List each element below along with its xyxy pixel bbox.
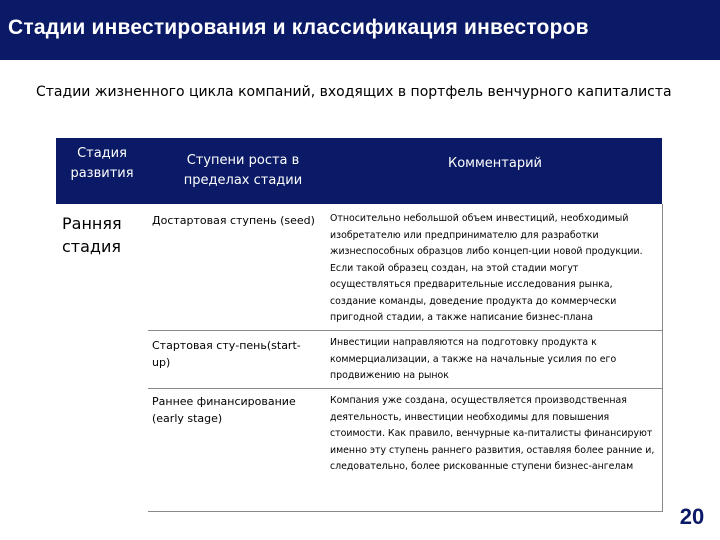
row-divider	[148, 511, 662, 512]
table-row-comment: Относительно небольшой объем инвестиций, необходимый изобретателю или предпринимателю для разработки жизнеспособных образцов либо концеп-ции новой продукции. Если такой образец создан, на этой стадии могут осуществляться предварительные исследования рынка, создание команды, доведение продукта до коммерчески пригодной стадии, а также написание бизнес-плана	[330, 213, 643, 323]
column-header-steps: Ступени роста в пределах стадии	[183, 153, 303, 188]
row-divider	[148, 388, 662, 389]
column-header-comment: Комментарий	[448, 156, 542, 171]
table-right-border	[662, 204, 663, 512]
table-row-step: Стартовая сту-пень(start-up)	[152, 339, 301, 369]
stage-label: Ранняя стадия	[62, 214, 122, 256]
page-title: Стадии инвестирования и классификация инвесторов	[8, 16, 589, 39]
table-row-step: Достартовая ступень (seed)	[152, 214, 315, 227]
table-header	[56, 138, 662, 204]
column-header-stage: Стадия развития	[70, 146, 134, 181]
table-row-step: Раннее финансирование (early stage)	[152, 395, 296, 425]
page-number: 20	[679, 504, 705, 529]
header-bar	[0, 0, 720, 60]
table-row-comment: Инвестиции направляются на подготовку продукта к коммерциализации, а также на начальные усилия по его продвижению на рынок	[330, 337, 617, 381]
table-row-comment: Компания уже создана, осуществляется производственная деятельность, инвестиции необходимы для повышения стоимости. Как правило, венчурные ка-питалисты финансируют именно эту ступень раннего развития, оставляя более ранние и, следовательно, более рискованные ступени бизнес-ангелам	[330, 395, 655, 472]
slide-subtitle: Стадии жизненного цикла компаний, входящих в портфель венчурного капиталиста	[36, 84, 672, 100]
row-divider	[148, 330, 662, 331]
